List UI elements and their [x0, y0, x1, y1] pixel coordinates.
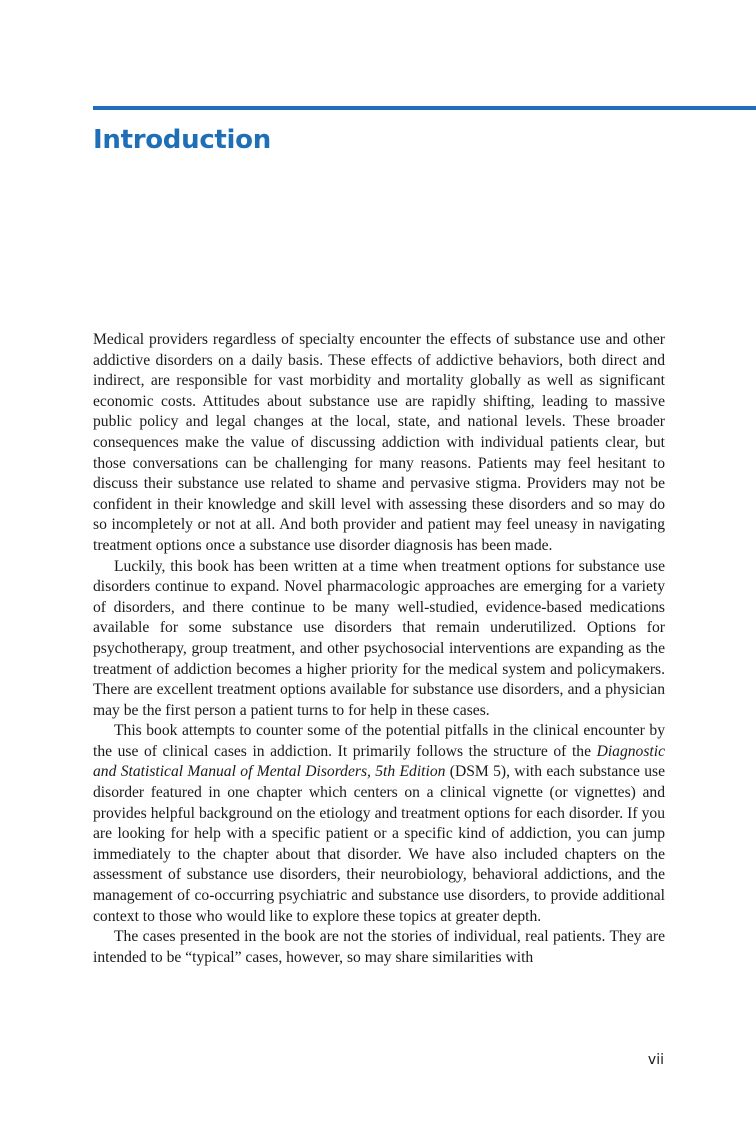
- paragraph-1: Medical providers regardless of specialty encounter the effects of substance use and other addictive disorders on a daily basis. These effects of addictive behaviors, both direct and indirect, are responsible for vast morbidity and mortality globally as well as significant economic costs. Attitudes about substance use are rapidly shifting, leading to massive public policy and legal changes at the local, state, and national levels. These broader consequences make the value of discussing addiction with individual patients clear, but those conversations can be challenging for many reasons. Patients may feel hesitant to discuss their substance use related to shame and pervasive stigma. Providers may not be confident in their knowledge and skill level with assessing these disorders and so may do so incompletely or not at all. And both provider and patient may feel uneasy in navigating treatment options once a substance use disorder diagnosis has been made.: [93, 331, 665, 554]
- body-text: [93, 330, 665, 968]
- paragraph-3: [93, 721, 665, 927]
- header-rule: [93, 106, 756, 110]
- paragraph-3-text-start: This book attempts to counter some of the potential pitfalls in the clinical encounter by the use of clinical cases in addiction. It primarily follows the structure of the: [93, 722, 665, 760]
- paragraph-4: The cases presented in the book are not the stories of individual, real patients. They are intended to be “typical” cases, however, so may share similarities with: [93, 928, 665, 966]
- paragraph-2: Luckily, this book has been written at a time when treatment options for substance use disorders continue to expand. Novel pharmacologic approaches are emerging for a variety of disorders, and there continue to be many well-studied, evidence-based medications available for some substance use disorders that remain underutilized. Options for psychotherapy, group treatment, and other psychosocial interventions are expanding as the treatment of addiction becomes a higher priority for the medical system and policymakers. There are excellent treatment options available for substance use disorders, and a physician may be the first person a patient turns to for help in these cases.: [93, 557, 665, 719]
- paragraph-3-text-end: (DSM 5), with each substance use disorder featured in one chapter which centers on a clinical vignette (or vignettes) and provides helpful background on the etiology and treatment options for each disorder. If you are looking for help with a specific patient or a specific kind of addiction, you can jump immediately to the chapter about that disorder. We have also included chapters on the assessment of substance use disorders, their neurobiology, behavioral addictions, and the management of co-occurring psychiatric and substance use disorders, to provide additional context to those who would like to explore these topics at greater depth.: [93, 763, 665, 925]
- page-number: vii: [647, 1052, 664, 1068]
- chapter-title: Introduction: [93, 125, 271, 155]
- dsm-title: Diagnostic and Statistical Manual of Mental Disorders, 5th Edition: [93, 742, 665, 781]
